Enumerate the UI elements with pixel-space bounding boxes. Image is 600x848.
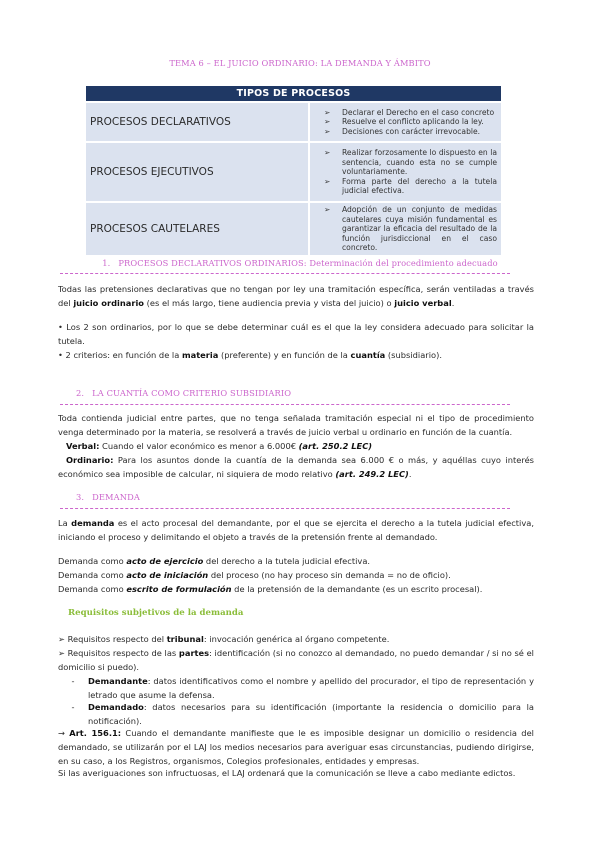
list-item: ➢ Resuelve el conflicto aplicando la ley. (324, 117, 484, 127)
arrow-bullet-icon: ➢ (324, 176, 331, 186)
arrow-bullet-icon: ➢ (324, 107, 331, 117)
right-arrow-icon: → (58, 728, 65, 738)
party-demandado: - Demandado: datos necesarios para su identificación (importante la residencia o domicilio para la notificación). (71, 702, 534, 726)
list-item: ➢ Decisiones con carácter irrevocable. (324, 126, 481, 136)
requirement-tribunal: ➢ Requisitos respecto del tribunal: invocación genérica al órgano competente. (58, 634, 390, 644)
section-divider (60, 508, 510, 509)
arrow-bullet-icon: ➢ (324, 205, 331, 214)
section-divider (60, 404, 510, 405)
table-row (86, 142, 501, 202)
section-1-paragraph: Todas las pretensiones declarativas que no tengan por ley una tramitación específica, serán ventiladas a través del juicio ordinario (es el más largo, tiene audiencia previa y vista del juicio) o juicio verbal. (58, 284, 534, 308)
arrow-bullet-icon: ➢ (58, 648, 65, 658)
section-1-bullet-1: • Los 2 son ordinarios, por lo que se debe determinar cuál es el que la ley considera adecuado para solicitar la tutela. (58, 322, 534, 346)
section-divider (60, 273, 510, 274)
list-item: ➢ Realizar forzosamente lo dispuesto en la sentencia, cuando esta no se cumple voluntariamente. (324, 148, 497, 177)
arrow-bullet-icon: ➢ (324, 126, 331, 136)
section-2-heading: 2. LA CUANTÍA COMO CRITERIO SUBSIDIARIO (76, 388, 292, 398)
table-row (86, 102, 501, 142)
table-row-items (309, 202, 501, 255)
section-2-verbal: Verbal: Cuando el valor económico es menor a 6.000€ (art. 250.2 LEC) (66, 441, 373, 451)
section-2-ordinario: Ordinario: Para los asuntos donde la cuantía de la demanda sea 6.000 € o más, y aquéllas cuyo interés económico sea imposible de calcular, ni siquiera de modo relativo (art. 249.2 LEC). (58, 455, 534, 479)
section-1-heading: 1. PROCESOS DECLARATIVOS ORDINARIOS: Determinación del procedimiento adecuado (102, 258, 498, 268)
arrow-bullet-icon: ➢ (324, 148, 331, 158)
document-title: TEMA 6 – EL JUICIO ORDINARIO: LA DEMANDA Y ÁMBITO (169, 58, 431, 68)
table-row-label: PROCESOS CAUTELARES (86, 202, 309, 255)
list-item: ➢ Adopción de un conjunto de medidas cautelares cuya misión fundamental es garantizar la eficacia del resultado de la función jurisdiccional en el caso concreto. (324, 205, 497, 253)
subjective-requirements-heading: Requisitos subjetivos de la demanda (68, 608, 244, 618)
section-2-paragraph: Toda contienda judicial entre partes, que no tenga señalada tramitación especial ni el tipo de procedimiento venga determinado por la materia, se resolverá a través de juicio verbal u ordinario en función de la cuantía. (58, 413, 534, 437)
arrow-bullet-icon: ➢ (58, 634, 65, 644)
process-types-table (86, 86, 501, 255)
edictos-paragraph: Si las averiguaciones son infructuosas, el LAJ ordenará que la comunicación se lleve a cabo mediante edictos. (58, 768, 516, 778)
table-row-items (309, 102, 501, 142)
table-row (86, 202, 501, 255)
table-row-label: PROCESOS EJECUTIVOS (86, 142, 309, 202)
table-row-items (309, 142, 501, 202)
article-156-paragraph: → Art. 156.1: Cuando el demandante manifieste que le es imposible designar un domicilio o residencia del demandado, se utilizarán por el LAJ los medios necesarios para averiguar esas circunstancias, pudiendo dirigirse, en su caso, a los Registros, organismos, Colegios profesionales, entidades y empresas. (58, 728, 534, 766)
demanda-definition-1: Demanda como acto de ejercicio del derecho a la tutela judicial efectiva. (58, 556, 371, 566)
requirement-partes: ➢ Requisitos respecto de las partes: identificación (si no conozco al demandado, no puedo demandar / si no sé el domicilio si puedo). (58, 648, 534, 672)
party-demandante: - Demandante: datos identificativos como el nombre y apellido del procurador, el tipo de representación y letrado que asume la defensa. (71, 676, 534, 700)
table-row-label: PROCESOS DECLARATIVOS (86, 102, 309, 142)
list-item: ➢ Declarar el Derecho en el caso concreto (324, 107, 495, 117)
section-3-heading: 3. DEMANDA (76, 492, 140, 502)
demanda-definition-2: Demanda como acto de iniciación del proceso (no hay proceso sin demanda = no de oficio). (58, 570, 451, 580)
section-1-bullet-2: • 2 criterios: en función de la materia (preferente) y en función de la cuantía (subsidiario). (58, 350, 442, 360)
section-3-paragraph: La demanda es el acto procesal del demandante, por el que se ejercita el derecho a la tutela judicial efectiva, iniciando el proceso y delimitando el objeto a través de la pretensión frente al demandado. (58, 518, 534, 542)
arrow-bullet-icon: ➢ (324, 117, 331, 127)
list-item: ➢ Forma parte del derecho a la tutela judicial efectiva. (324, 176, 497, 196)
demanda-definition-3: Demanda como escrito de formulación de la pretensión de la demandante (es un escrito procesal). (58, 584, 483, 594)
table-header: TIPOS DE PROCESOS (86, 86, 501, 102)
